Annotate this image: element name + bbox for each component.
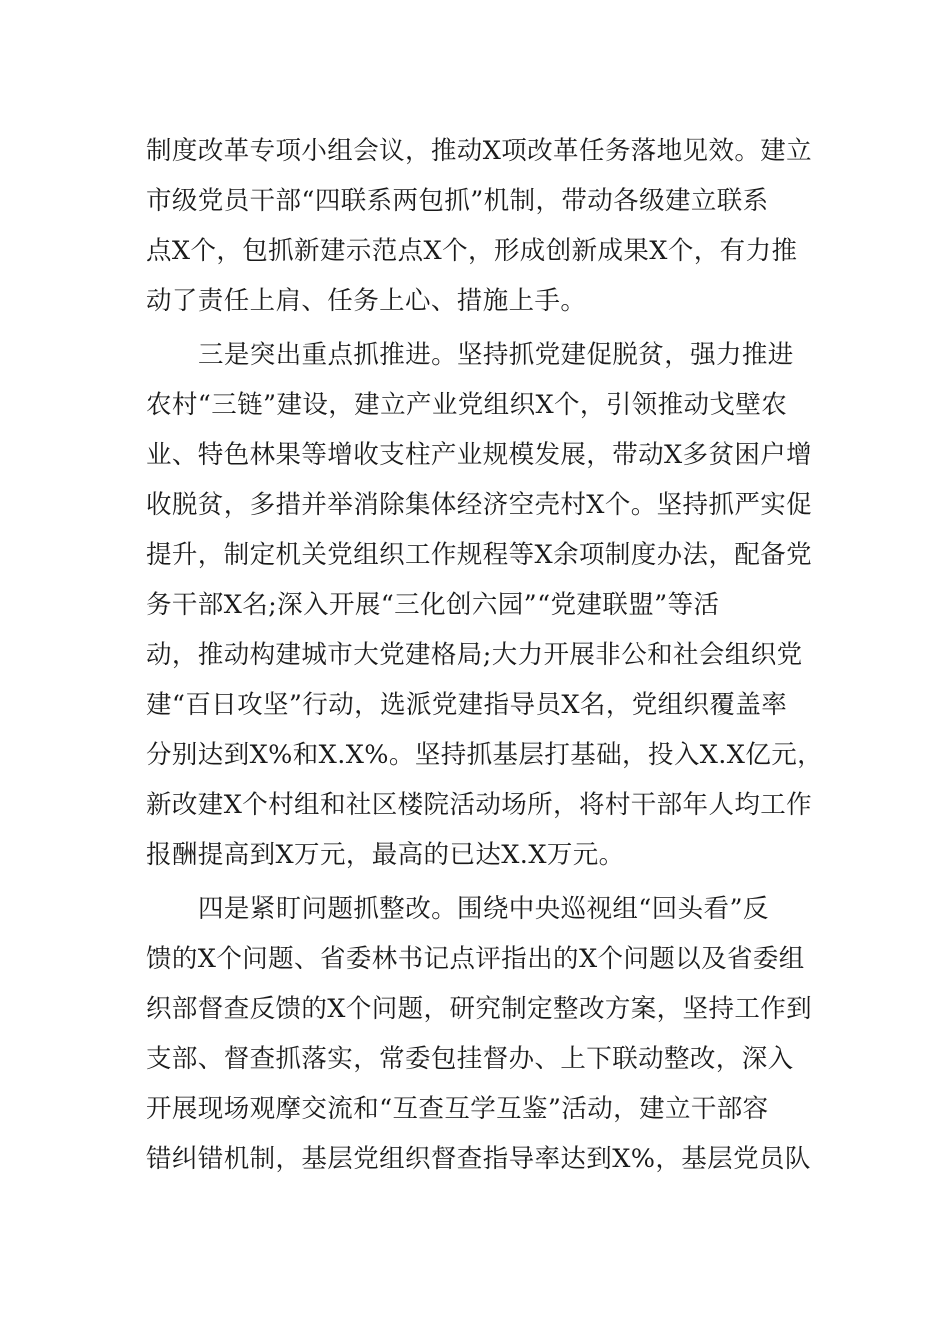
text-line: 馈的X个问题、省委林书记点评指出的X个问题以及省委组 xyxy=(146,944,805,974)
text-line: 点X个，包抓新建示范点X个，形成创新成果X个，有力推 xyxy=(146,236,798,266)
text-line: 建“百日攻坚”行动，选派党建指导员X名，党组织覆盖率 xyxy=(146,690,788,720)
paragraph-start-line: 四是紧盯问题抓整改。围绕中央巡视组“回头看”反 xyxy=(198,894,769,924)
text-line: 农村“三链”建设，建立产业党组织X个，引领推动戈壁农 xyxy=(146,390,788,420)
text-line: 织部督查反馈的X个问题，研究制定整改方案，坚持工作到 xyxy=(146,994,813,1024)
text-line: 务干部X名;深入开展“三化创六园”“党建联盟”等活 xyxy=(146,590,720,620)
text-line: 提升，制定机关党组织工作规程等X余项制度办法，配备党 xyxy=(146,540,813,570)
text-line: 收脱贫，多措并举消除集体经济空壳村X个。坚持抓严实促 xyxy=(146,490,813,520)
text-line: 市级党员干部“四联系两包抓”机制，带动各级建立联系 xyxy=(146,186,769,216)
text-line: 开展现场观摩交流和“互查互学互鉴”活动，建立干部容 xyxy=(146,1094,769,1124)
text-line: 分别达到X%和X.X%。坚持抓基层打基础，投入X.X亿元， xyxy=(146,740,824,770)
text-line: 错纠错机制，基层党组织督查指导率达到X%，基层党员队 xyxy=(146,1144,811,1174)
text-line: 制度改革专项小组会议，推动X项改革任务落地见效。建立 xyxy=(146,136,813,166)
text-line: 动，推动构建城市大党建格局;大力开展非公和社会组织党 xyxy=(146,640,803,670)
text-line: 新改建X个村组和社区楼院活动场所，将村干部年人均工作 xyxy=(146,790,813,820)
text-line: 业、特色林果等增收支柱产业规模发展，带动X多贫困户增 xyxy=(146,440,813,470)
text-line: 支部、督查抓落实，常委包挂督办、上下联动整改，深入 xyxy=(146,1044,794,1074)
paragraph-start-line: 三是突出重点抓推进。坚持抓党建促脱贫，强力推进 xyxy=(198,340,794,370)
text-line: 报酬提高到X万元，最高的已达X.X万元。 xyxy=(146,840,625,870)
text-line: 动了责任上肩、任务上心、措施上手。 xyxy=(146,286,587,316)
